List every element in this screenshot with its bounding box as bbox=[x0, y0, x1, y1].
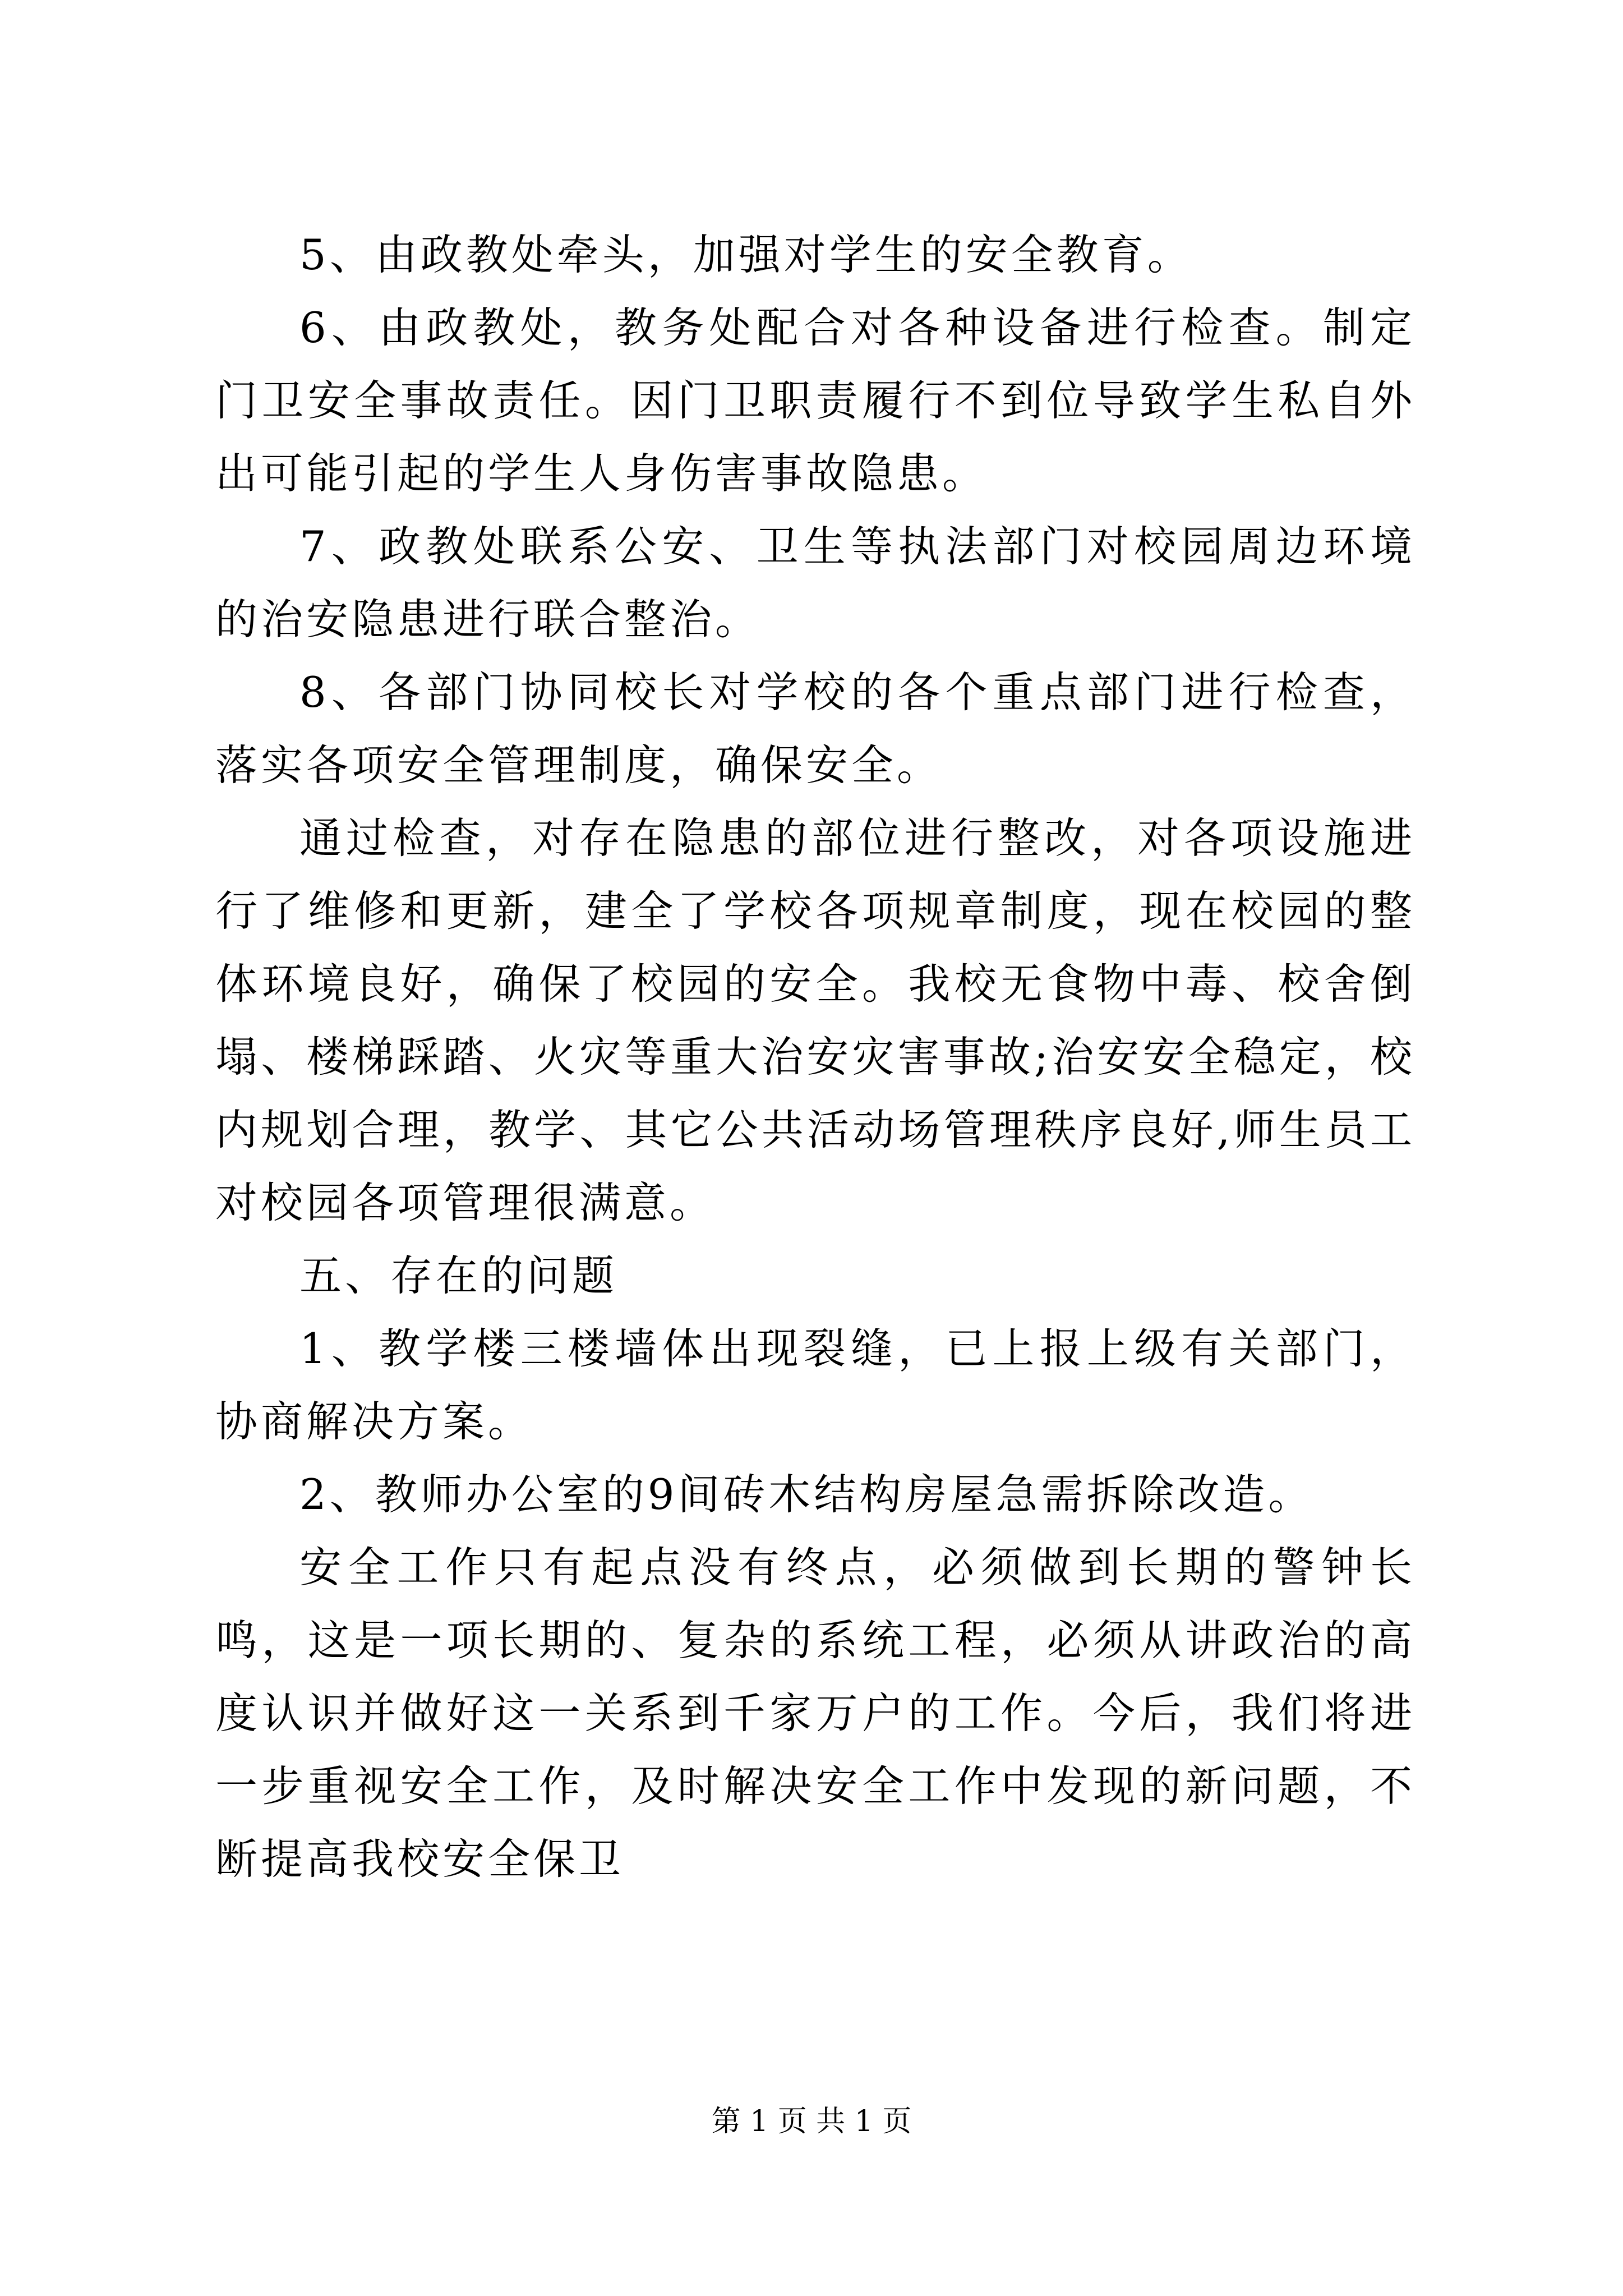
paragraph-item-8: 8、各部门协同校长对学校的各个重点部门进行检查，落实各项安全管理制度，确保安全。 bbox=[215, 668, 1415, 790]
problem-item-2: 2、教师办公室的9间砖木结构房屋急需拆除改造。 bbox=[299, 1470, 1314, 1519]
paragraph-item-7: 7、政教处联系公安、卫生等执法部门对校园周边环境的治安隐患进行联合整治。 bbox=[215, 522, 1415, 644]
problem-item-1: 1、教学楼三楼墙体出现裂缝，已上报上级有关部门，协商解决方案。 bbox=[215, 1324, 1415, 1446]
paragraph-item-5: 5、由政教处牵头，加强对学生的安全教育。 bbox=[299, 230, 1193, 279]
paragraph-item-6: 6、由政教处，教务处配合对各种设备进行检查。制定门卫安全事故责任。因门卫职责履行不到位导致学生私自外出可能引起的学生人身伤害事故隐患。 bbox=[215, 303, 1415, 498]
page-number-footer: 第 1 页 共 1 页 bbox=[711, 2105, 912, 2138]
section-heading-problems: 五、存在的问题 bbox=[299, 1251, 618, 1300]
document-body bbox=[215, 218, 1415, 1895]
paragraph-inspection-result: 通过检查，对存在隐患的部位进行整改，对各项设施进行了维修和更新，建全了学校各项规章制度，现在校园的整体环境良好，确保了校园的安全。我校无食物中毒、校舍倒塌、楼梯踩踏、火灾等重大治安灾害事故;治安安全稳定，校内规划合理，教学、其它公共活动场管理秩序良好,师生员工对校园各项管理很满意。 bbox=[215, 813, 1415, 1227]
paragraph-conclusion: 安全工作只有起点没有终点，必须做到长期的警钟长鸣，这是一项长期的、复杂的系统工程，必须从讲政治的高度认识并做好这一关系到千家万户的工作。今后，我们将进一步重视安全工作，及时解决安全工作中发现的新问题，不断提高我校安全保卫 bbox=[215, 1543, 1415, 1884]
